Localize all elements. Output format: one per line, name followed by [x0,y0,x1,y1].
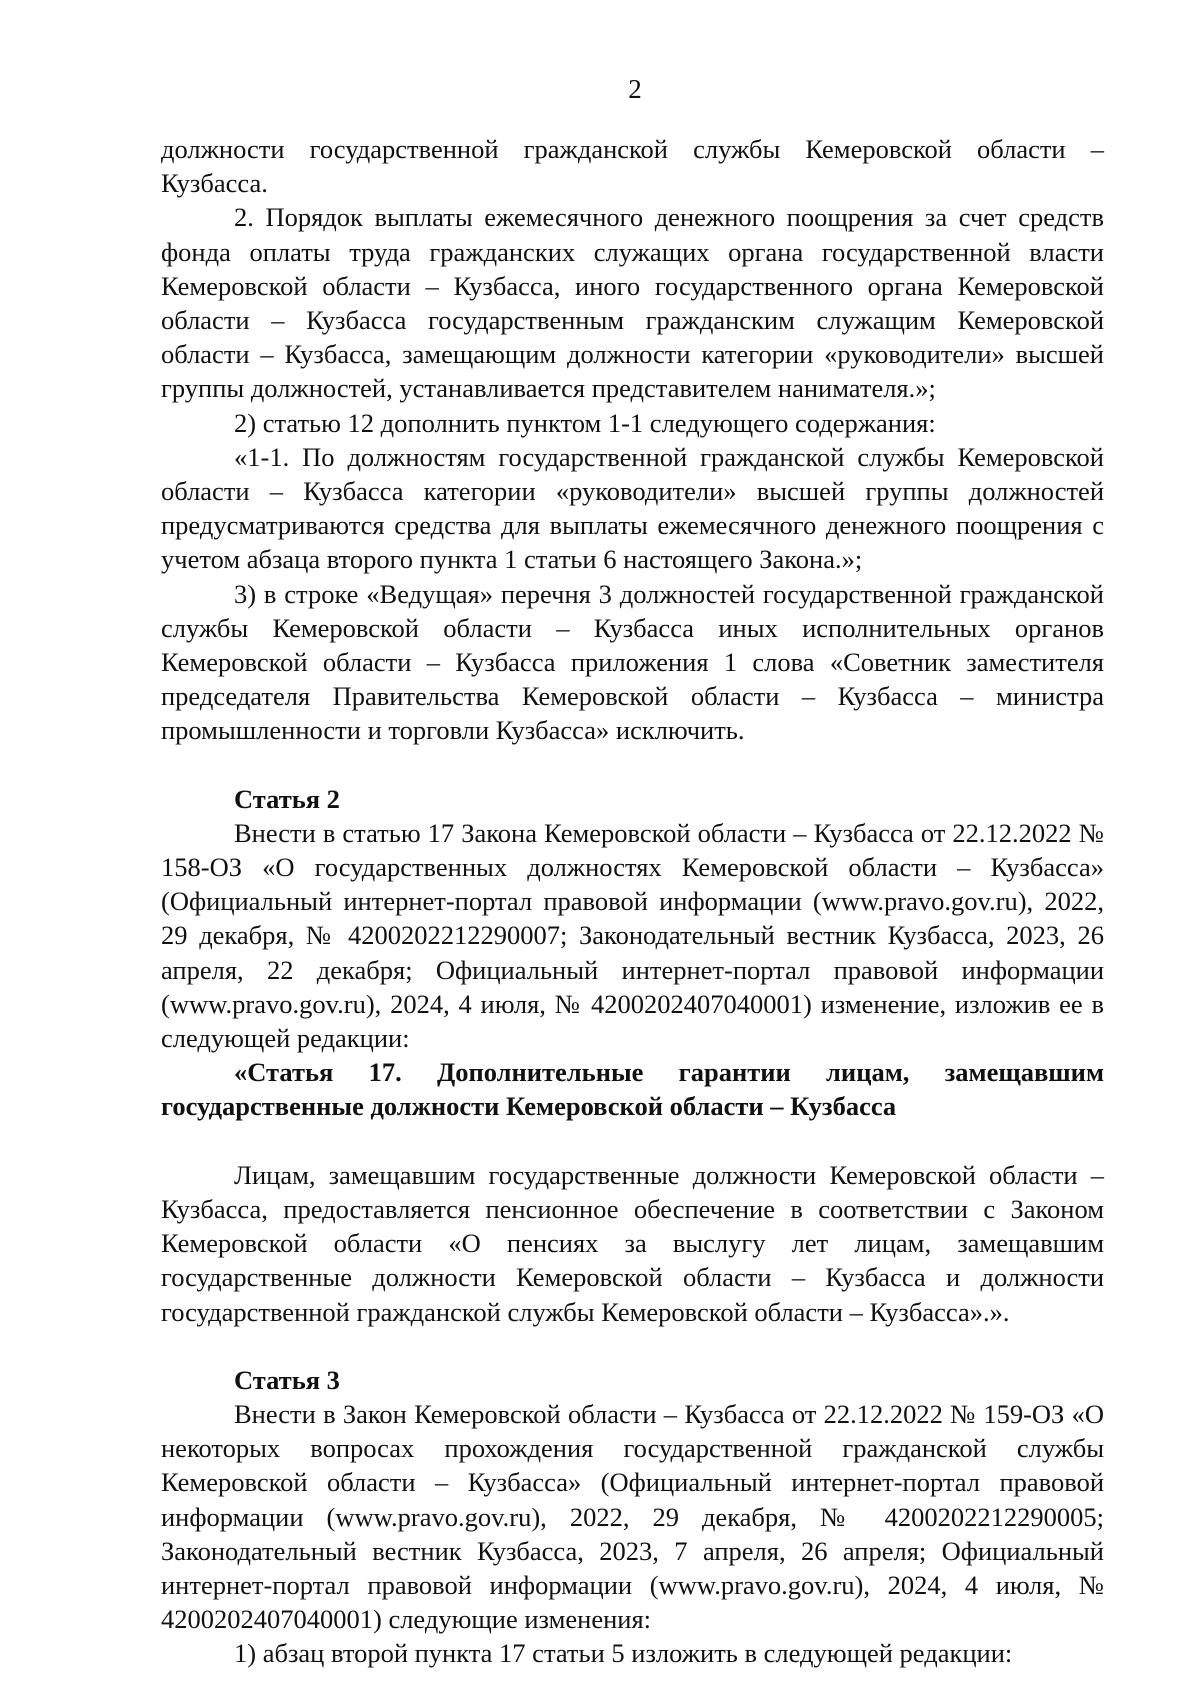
paragraph-continuation: должности государственной гражданской службы Кемеровской области – Кузбасса. [161,134,1104,199]
article-2-text: Внести в статью 17 Закона Кемеровской области – Кузбасса от 22.12.2022 № 158-ОЗ «О государственных должностях Кемеровской области – Кузбасса» (Официальный интернет-портал правовой информации (www.pravo.gov.ru), 2022, 29 декабря, № 4200202212290007; Законодательный вестник Кузбасса, 2023, 26 апреля, 22 декабря; Официальный интернет-портал правовой информации (www.pravo.gov.ru), 2024, 4 июля, № 4200202407040001) изменение, изложив ее в следующей редакции: [161,817,1104,1054]
paragraph-amendment-3: 3) в строке «Ведущая» перечня 3 должностей государственной гражданской службы Кемеровской области – Кузбасса иных исполнительных органов Кемеровской области – Кузбасса приложения 1 слова «Советник заместителя председателя Правительства Кемеровской области – Кузбасса – министра промышленности и торговли Кузбасса» исключить. [161,578,1104,746]
article-3-heading: Статья 3 [234,1364,340,1395]
spacer [161,1124,1104,1158]
paragraph-clause-1-1: «1-1. По должностям государственной гражданской службы Кемеровской области – Кузбасса категории «руководители» высшей группы должностей предусматриваются средства для выплаты ежемесячного денежного поощрения с учетом абзаца второго пункта 1 статьи 6 настоящего Закона.»; [161,441,1104,575]
paragraph-item-2: 2. Порядок выплаты ежемесячного денежного поощрения за счет средств фонда оплаты труда гражданских служащих органа государственной власти Кемеровской области – Кузбасса, иного государственного органа Кемеровской области – Кузбасса государственным гражданским служащим Кемеровской области – Кузбасса, замещающим должности категории «руководители» высшей группы должностей, устанавливается представителем нанимателя.»; [161,202,1104,404]
article-3-item-1: 1) абзац второй пункта 17 статьи 5 изложить в следующей редакции: [234,1638,1013,1669]
article-17-text: Лицам, замещавшим государственные должности Кемеровской области – Кузбасса, предоставляется пенсионное обеспечение в соответствии с Законом Кемеровской области «О пенсиях за выслугу лет лицам, замещавшим государственные должности Кемеровской области – Кузбасса и должности государственной гражданской службы Кемеровской области – Кузбасса».». [161,1159,1104,1327]
paragraph-amendment-2: 2) статью 12 дополнить пунктом 1-1 следующего содержания: [234,407,936,438]
document-body [161,132,1104,1671]
spacer [161,748,1104,782]
article-3-text: Внести в Закон Кемеровской области – Кузбасса от 22.12.2022 № 159-ОЗ «О некоторых вопросах прохождения государственной гражданской службы Кемеровской области – Кузбасса» (Официальный интернет-портал правовой информации (www.pravo.gov.ru), 2022, 29 декабря, № 4200202212290005; Законодательный вестник Кузбасса, 2023, 7 апреля, 26 апреля; Официальный интернет-портал правовой информации (www.pravo.gov.ru), 2024, 4 июля, № 4200202407040001) следующие изменения: [161,1398,1104,1635]
spacer [161,1329,1104,1363]
article-2-heading: Статья 2 [234,783,340,814]
page-number: 2 [628,74,642,104]
article-17-title: «Статья 17. Дополнительные гарантии лицам, замещавшим государственные должности Кемеровской области – Кузбасса [161,1057,1104,1122]
